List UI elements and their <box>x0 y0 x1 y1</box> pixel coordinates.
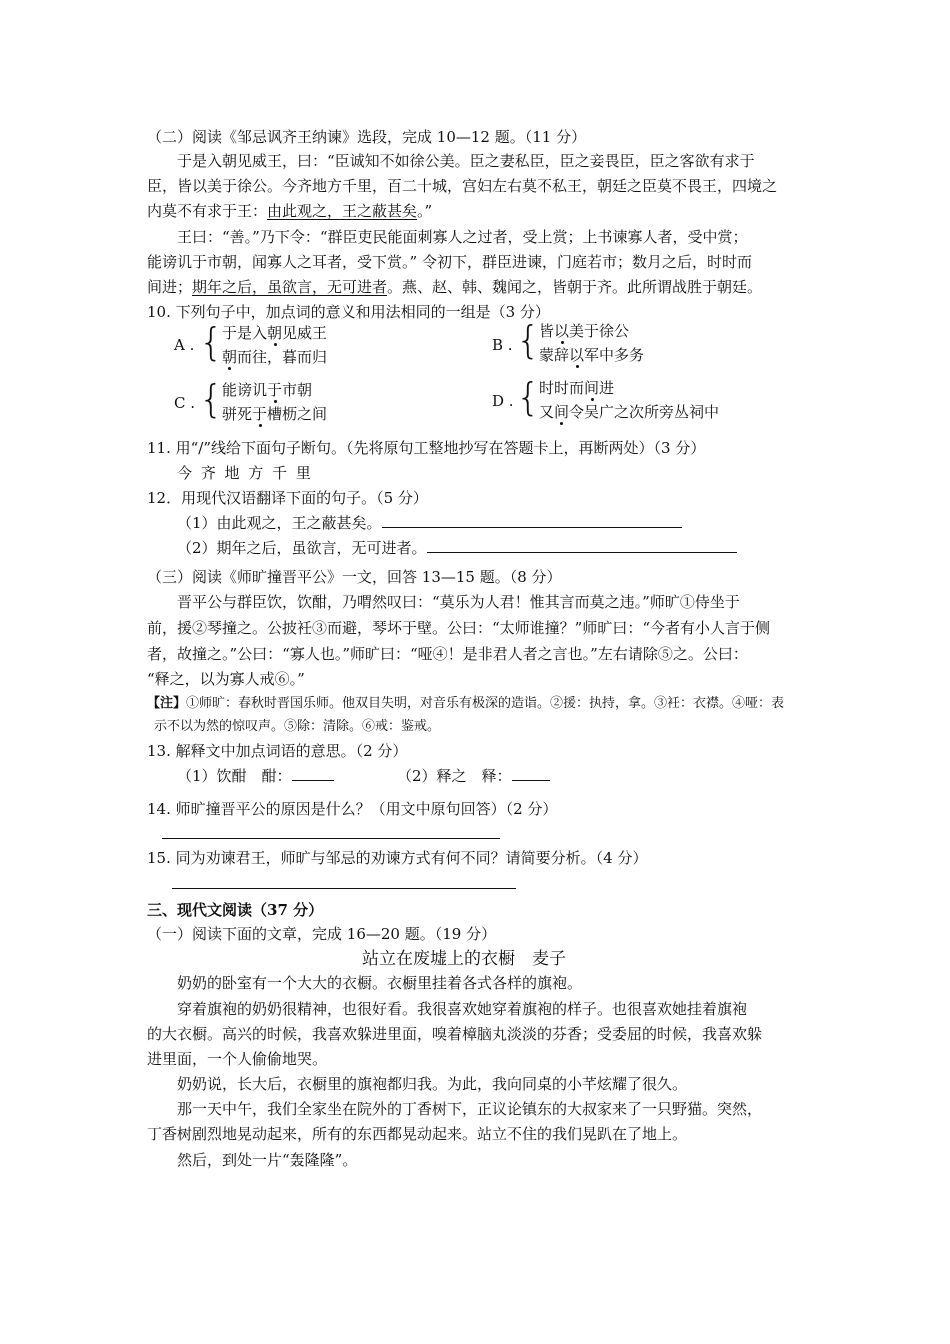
answer-blank[interactable] <box>427 538 737 553</box>
part-3-header: 三、现代文阅读（37 分） <box>147 901 324 919</box>
section-4-header: （一）阅读下面的文章，完成 16—20 题。（19 分） <box>147 925 497 943</box>
passage-1-line: 臣，皆以美于徐公。今齐地方千里，百二十城，宫妇左右莫不私王，朝廷之臣莫不畏王，四境之 <box>147 177 778 195</box>
option-c-sentence-2: 骈死于槽枥之间 <box>222 405 328 423</box>
story-line: 那一天中午，我们全家坐在院外的丁香树下，正议论镇东的大叔家来了一只野猫。突然， <box>177 1100 763 1118</box>
text-segment: 。燕、赵、韩、魏闻之，皆朝于齐。此所谓战胜于朝廷。 <box>387 278 763 296</box>
notes-line: 示不以为然的惊叹声。⑤除：清除。⑥戒：鉴戒。 <box>154 719 441 734</box>
passage-1-line <box>147 277 762 297</box>
story-line: 穿着旗袍的奶奶很精神，也很好看。我很喜欢她穿着旗袍的样子。也很喜欢她挂着旗袍 <box>177 1000 748 1018</box>
answer-line[interactable] <box>162 838 500 839</box>
notes-line <box>147 694 784 714</box>
emphasis-dot <box>274 400 277 403</box>
emphasis-dot <box>560 422 563 425</box>
notes-text: ①师旷：春秋时晋国乐师。他双目失明，对音乐有极深的造诣。②援：执持，拿。③衽：衣襟。④哑：表 <box>186 696 785 711</box>
item-text: （2）释之 释： <box>397 767 512 785</box>
answer-line[interactable] <box>172 888 516 889</box>
underlined-sentence: 由此观之，王之蔽甚矣 <box>267 202 418 220</box>
story-line: 进里面，一个人偷偷地哭。 <box>147 1050 328 1068</box>
notes-tag: 【注】 <box>147 696 187 711</box>
option-d-sentence-1: 时时而间进 <box>539 379 615 397</box>
passage-2-line: 者，故撞之。”公曰：“寡人也。”师旷曰：“哑④！是非君人者之言也。”左右请除⑤之。公曰： <box>147 645 748 663</box>
section-2-header: （二）阅读《邹忌讽齐王纳谏》选段，完成 10—12 题。（11 分） <box>147 128 587 146</box>
option-c-label: C . <box>174 394 196 412</box>
brace-icon: { <box>199 320 224 364</box>
item-text: （1）饮酣 酣： <box>177 767 292 785</box>
passage-2-line: 前，援②琴撞之。公披衽③而避，琴坏于壁。公曰：“太师谁撞？”师旷曰：“今者有小人言于侧 <box>147 619 771 637</box>
option-d-sentence-2: 又间令吴广之次所旁丛祠中 <box>539 403 720 421</box>
answer-blank[interactable] <box>512 766 550 781</box>
option-b-label: B . <box>492 336 513 354</box>
question-12-item-1 <box>177 513 682 533</box>
item-text: （2）期年之后，虽欲言，无可进者。 <box>177 539 427 557</box>
story-line: 丁香树剧烈地晃动起来，所有的东西都晃动起来。站立不住的我们晃趴在了地上。 <box>147 1125 688 1143</box>
underlined-sentence: 期年之后，虽欲言，无可进者 <box>192 278 388 296</box>
question-15: 15. 同为劝谏君王，师旷与邹忌的劝谏方式有何不同？请简要分析。（4 分） <box>147 849 648 867</box>
story-line: 奶奶的卧室有一个大大的衣橱。衣橱里挂着各式各样的旗袍。 <box>177 974 583 992</box>
emphasis-dot <box>259 424 262 427</box>
question-11: 11. 用“/”线给下面句子断句。（先将原句工整地抄写在答题卡上，再断两处）（3 分） <box>147 439 706 457</box>
passage-1-line <box>147 201 432 221</box>
question-13-item-2 <box>397 766 550 786</box>
option-d-label: D . <box>492 392 514 410</box>
question-13: 13. 解释文中加点词语的意思。（2 分） <box>147 742 408 760</box>
answer-blank[interactable] <box>382 513 682 528</box>
option-a-sentence-2: 朝而往，暮而归 <box>222 348 328 366</box>
question-10: 10. 下列句子中，加点词的意义和用法相同的一组是（3 分） <box>147 303 550 321</box>
passage-2-line: “释之，以为寡人戒⑥。” <box>147 670 305 688</box>
passage-1-line: 能谤讥于市朝，闻寡人之耳者，受下赏。” 令初下，群臣进谏，门庭若市；数月之后，时时而 <box>147 253 752 271</box>
passage-1-line: 王曰：“善。”乃下令：“群臣吏民能面刺寡人之过者，受上赏；上书谏寡人者，受中赏； <box>177 228 748 246</box>
emphasis-dot <box>576 365 579 368</box>
emphasis-dot <box>228 367 231 370</box>
question-12: 12．用现代汉语翻译下面的句子。（5 分） <box>147 489 428 507</box>
story-title: 站立在废墟上的衣橱 麦子 <box>362 949 566 969</box>
emphasis-dot <box>274 343 277 346</box>
emphasis-dot <box>561 341 564 344</box>
text-segment: 内莫不有求于王： <box>147 202 268 220</box>
passage-1-line: 于是入朝见威王，曰：“臣诚知不如徐公美。臣之妻私臣，臣之妾畏臣，臣之客欲有求于 <box>177 152 755 170</box>
passage-2-line: 晋平公与群臣饮，饮酣，乃喟然叹曰：“莫乐为人君！惟其言而莫之违。”师旷①侍坐于 <box>177 593 740 611</box>
question-13-item-1 <box>177 766 334 786</box>
answer-blank[interactable] <box>292 766 334 781</box>
question-14: 14. 师旷撞晋平公的原因是什么？（用文中原句回答）（2 分） <box>147 800 558 818</box>
emphasis-dot <box>591 398 594 401</box>
option-a-sentence-1: 于是入朝见威王 <box>222 324 328 342</box>
option-b-sentence-1: 皆以美于徐公 <box>539 322 630 340</box>
question-11-sentence: 今 齐 地 方 千 里 <box>177 464 313 482</box>
brace-icon: { <box>516 375 541 419</box>
section-3-header: （三）阅读《师旷撞晋平公》一文，回答 13—15 题。（8 分） <box>147 568 562 586</box>
item-text: （1）由此观之，王之蔽甚矣。 <box>177 514 382 532</box>
brace-icon: { <box>199 377 224 421</box>
text-segment: 间进； <box>147 278 193 296</box>
story-line: 然后，到处一片“轰隆隆”。 <box>177 1151 358 1169</box>
story-line: 奶奶说，长大后，衣橱里的旗袍都归我。为此，我向同桌的小芊炫耀了很久。 <box>177 1075 688 1093</box>
option-c-sentence-1: 能谤讥于市朝 <box>222 381 313 399</box>
story-line: 的大衣橱。高兴的时候，我喜欢躲进里面，嗅着樟脑丸淡淡的芬香；受委屈的时候，我喜欢躲 <box>147 1025 763 1043</box>
text-segment: 。” <box>417 202 433 220</box>
option-b-sentence-2: 蒙辞以军中多务 <box>539 346 645 364</box>
option-a-label: A . <box>174 336 195 354</box>
brace-icon: { <box>516 318 541 362</box>
question-12-item-2 <box>177 538 737 558</box>
